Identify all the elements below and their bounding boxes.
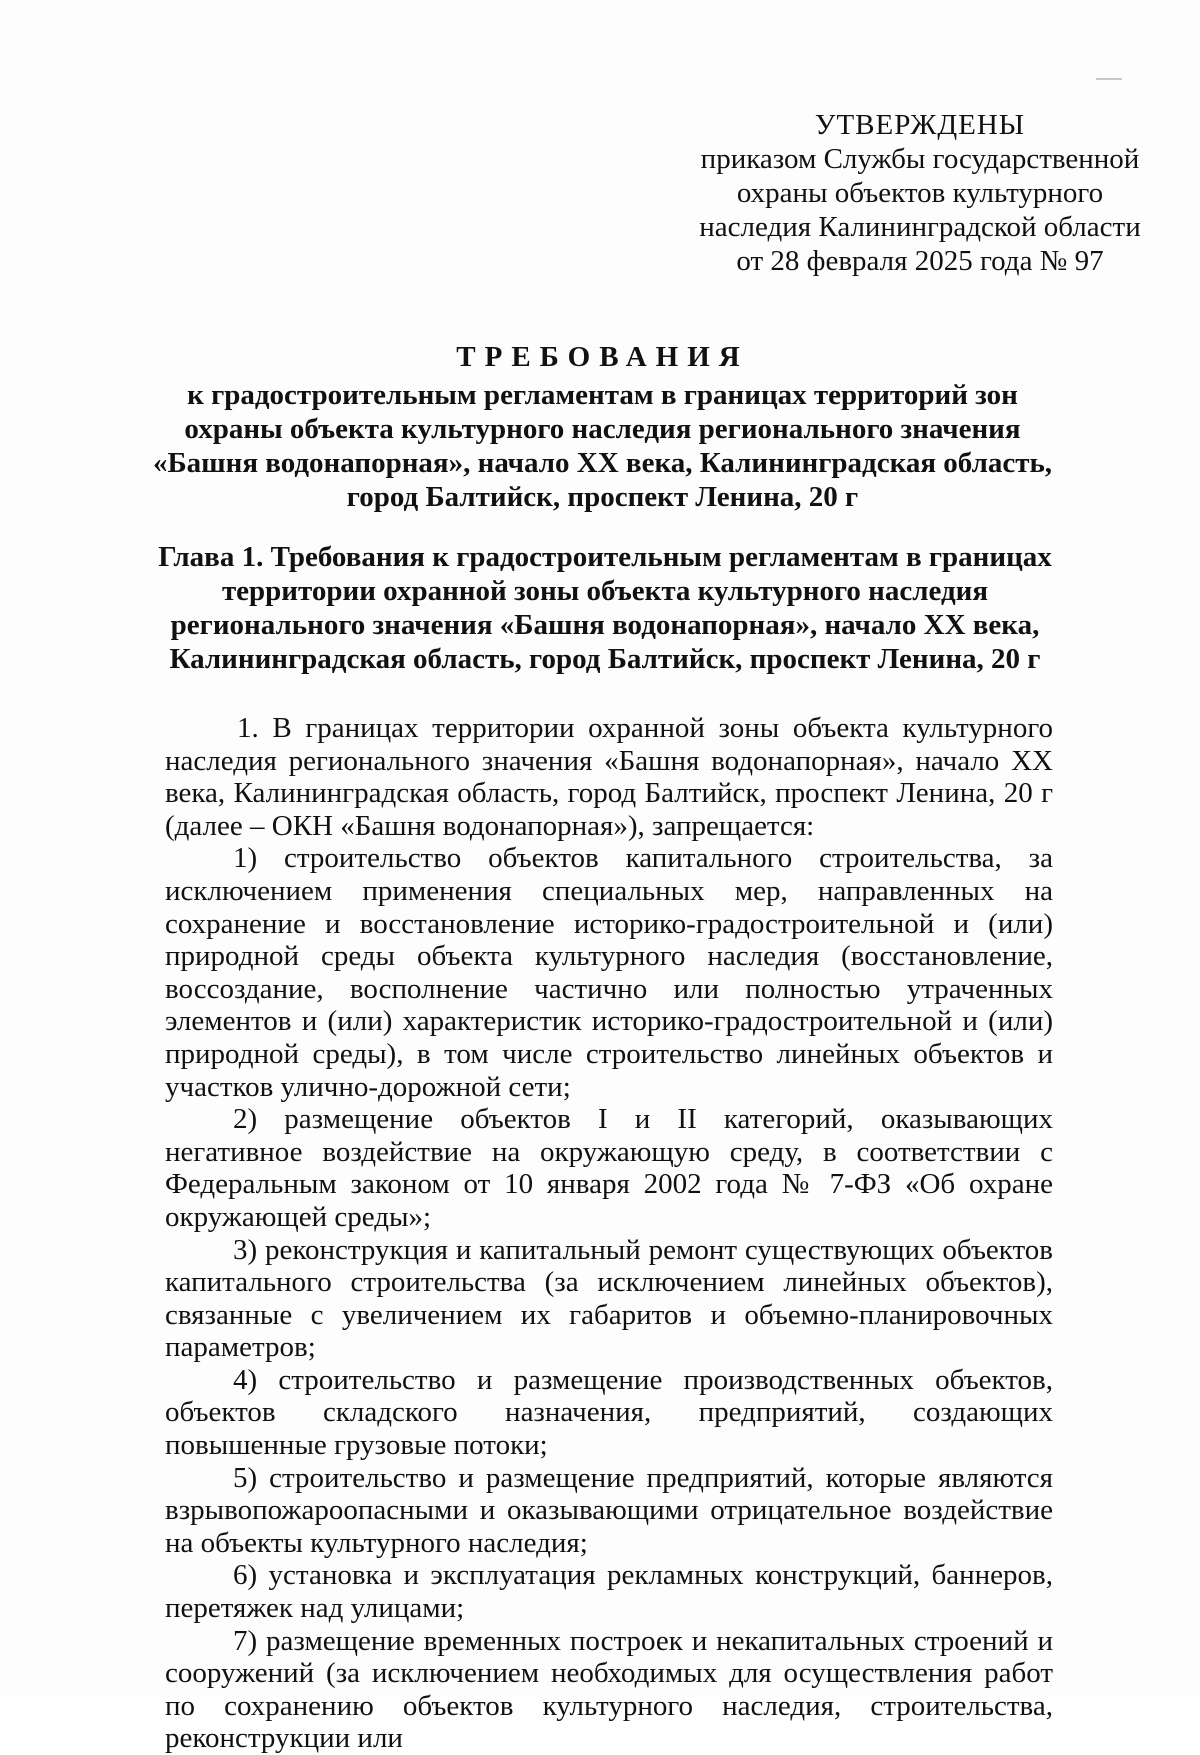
approval-date-number: от 28 февраля 2025 года № 97 <box>736 245 1104 277</box>
approval-line: приказом Службы государственной <box>700 143 1140 175</box>
list-item-3: 3) реконструкция и капитальный ремонт существующих объектов капитального строительства (за исключением линейных объектов), связанные с увеличением их габаритов и объемно-планировочных параметров; <box>165 1233 1053 1364</box>
approval-heading: УТВЕРЖДЕНЫ <box>814 109 1026 141</box>
list-item-1: 1) строительство объектов капитального строительства, за исключением применения специальных мер, направленных на сохранение и восстановление историко-градостроительной и (или) природной среды объекта культурного наследия (восстановление, воссоздание, восполнение частично или полностью утраченных элементов и (или) характеристик историко-градостроительной и (или) природной среды), в том числе строительство линейных объектов и участков улично-дорожной сети; <box>165 842 1053 1103</box>
document-body <box>165 712 1053 1755</box>
approval-line: охраны объектов культурного <box>736 177 1104 209</box>
list-item-2: 2) размещение объектов I и II категорий, оказывающих негативное воздействие на окружающую среду, в соответствии с Федеральным законом от 10 января 2002 года № 7-ФЗ «Об охране окружающей среды»; <box>165 1103 1053 1233</box>
list-item-7: 7) размещение временных построек и некапитальных строений и сооружений (за исключением необходимых для осуществления работ по сохранению объектов культурного наследия, строительства, реконструкции или <box>165 1624 1053 1755</box>
document-subtitle: к градостроительным регламентам в границах территорий зон охраны объекта культурного наследия регионального значения «Башня водонапорная», начало XX века, Калининградская область, город Балтийск, проспект Ленина, 20 г <box>152 379 1053 513</box>
paragraph-1: 1. В границах территории охранной зоны объекта культурного наследия регионального значения «Башня водонапорная», начало XX века, Калининградская область, город Балтийск, проспект Ленина, 20 г (далее – ОКН «Башня водонапорная»), запрещается: <box>165 712 1053 842</box>
document-title: ТРЕБОВАНИЯ <box>456 341 749 373</box>
approval-stamp-block <box>690 108 1150 278</box>
chapter-heading: Глава 1. Требования к градостроительным регламентам в границах территории охранной зоны объекта культурного наследия регионального значения «Башня водонапорная», начало XX века, Калининградская область, город Балтийск, проспект Ленина, 20 г <box>158 541 1052 675</box>
list-item-4: 4) строительство и размещение производственных объектов, объектов складского назначения, предприятий, создающих повышенные грузовые потоки; <box>165 1363 1053 1462</box>
list-item-6: 6) установка и эксплуатация рекламных конструкций, баннеров, перетяжек над улицами; <box>165 1559 1053 1625</box>
document-title-block <box>150 340 1055 514</box>
scan-artifact <box>1096 78 1122 80</box>
list-item-5: 5) строительство и размещение предприятий, которые являются взрывопожароопасными и оказывающими отрицательное воздействие на объекты культурного наследия; <box>165 1461 1053 1559</box>
approval-line: наследия Калининградской области <box>699 211 1141 243</box>
